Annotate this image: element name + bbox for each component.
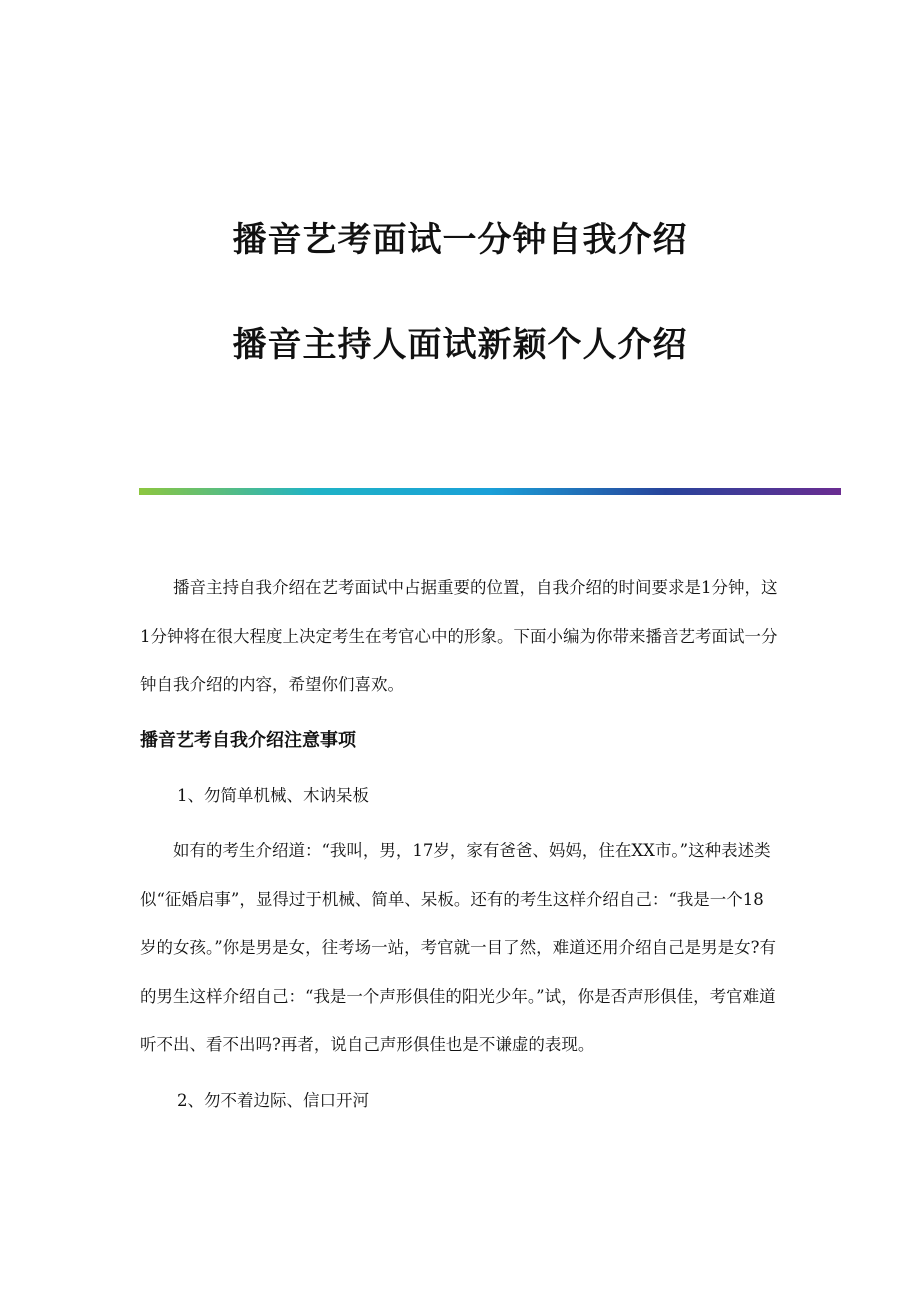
document-title-line-1: 播音艺考面试一分钟自我介绍 bbox=[232, 220, 688, 260]
list-item-1-title: 1、勿简单机械、木讷呆板 bbox=[177, 785, 369, 805]
section-heading: 播音艺考自我介绍注意事项 bbox=[140, 729, 356, 751]
gradient-divider bbox=[139, 488, 841, 495]
document-body bbox=[140, 564, 780, 1132]
intro-paragraph: 播音主持自我介绍在艺考面试中占据重要的位置，自我介绍的时间要求是1分钟，这1分钟将在很大程度上决定考生在考官心中的形象。下面小编为你带来播音艺考面试一分钟自我介绍的内容，希望你们喜欢。 bbox=[140, 578, 778, 694]
document-title-line-2: 播音主持人面试新颖个人介绍 bbox=[232, 325, 688, 365]
list-item-1-paragraph: 如有的考生介绍道：“我叫，男，17岁，家有爸爸、妈妈，住在XX市。”这种表述类似“征婚启事”，显得过于机械、简单、呆板。还有的考生这样介绍自己：“我是一个18岁的女孩。”你是男是女，往考场一站，考官就一目了然，难道还用介绍自己是男是女?有的男生这样介绍自己：“我是一个声形俱佳的阳光少年。”试，你是否声形俱佳，考官难道听不出、看不出吗?再者，说自己声形俱佳也是不谦虚的表现。 bbox=[140, 841, 777, 1054]
list-item-2-title: 2、勿不着边际、信口开河 bbox=[177, 1090, 369, 1110]
